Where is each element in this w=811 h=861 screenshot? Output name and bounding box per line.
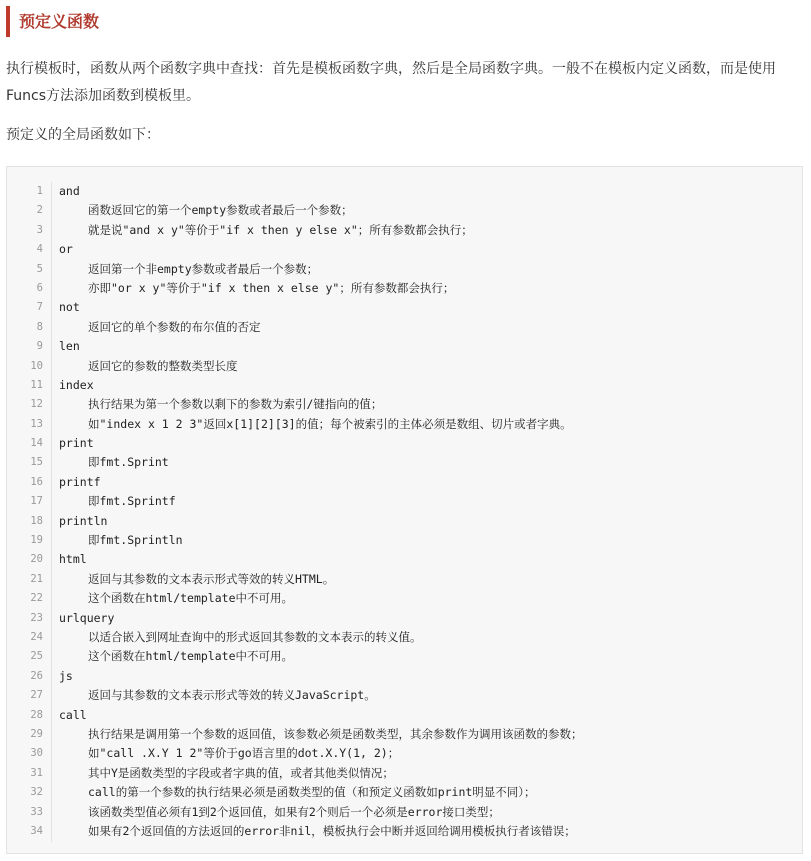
code-line: 这个函数在html/template中不可用。 <box>88 649 294 664</box>
line-number: 1 <box>36 185 43 197</box>
code-line: 执行结果为第一个参数以剩下的参数为索引/键指向的值； <box>88 397 383 412</box>
code-line: 返回第一个非empty参数或者最后一个参数； <box>88 261 319 276</box>
subintro-paragraph: 预定义的全局函数如下： <box>6 127 160 143</box>
code-line: 返回它的参数的整数类型长度 <box>88 358 238 373</box>
code-line: 返回与其参数的文本表示形式等效的转义JavaScript。 <box>88 688 376 703</box>
code-line: and <box>59 184 80 198</box>
line-number: 17 <box>30 495 43 508</box>
line-number: 31 <box>30 766 43 779</box>
line-number: 29 <box>30 727 43 740</box>
intro-paragraph: 执行模板时，函数从两个函数字典中查找：首先是模板函数字典，然后是全局函数字典。一般不在模板内定义函数，而是使用Funcs方法添加函数到模板里。 <box>6 61 776 104</box>
code-line: 如"index x 1 2 3"返回x[1][2][3]的值；每个被索引的主体必须是数组、切片或者字典。 <box>88 416 572 431</box>
code-line: or <box>59 242 73 257</box>
line-number: 16 <box>30 475 43 488</box>
line-number: 5 <box>36 262 43 275</box>
code-line: not <box>59 300 80 315</box>
line-number: 12 <box>30 398 43 411</box>
line-number: 23 <box>30 611 43 624</box>
code-line: print <box>59 436 94 451</box>
code-line: 其中Y是函数类型的字段或者字典的值，或者其他类似情况； <box>88 765 394 780</box>
code-line: 这个函数在html/template中不可用。 <box>88 591 294 606</box>
line-number: 34 <box>30 824 43 837</box>
line-number: 24 <box>30 630 43 643</box>
code-line: 即fmt.Sprintf <box>88 494 176 509</box>
code-line: call <box>59 707 87 722</box>
line-number: 27 <box>30 689 43 702</box>
code-line: printf <box>59 474 101 489</box>
code-block <box>6 166 803 854</box>
line-number: 9 <box>36 340 43 353</box>
code-line: urlquery <box>59 610 115 625</box>
code-line: 就是说"and x y"等价于"if x then y else x"；所有参数都会执行； <box>88 222 473 237</box>
line-number: 18 <box>30 514 43 527</box>
line-number: 4 <box>36 243 43 256</box>
code-content <box>59 182 796 841</box>
code-line: 以适合嵌入到网址查询中的形式返回其参数的文本表示的转义值。 <box>88 629 422 644</box>
line-number: 32 <box>30 786 43 799</box>
line-number: 2 <box>36 204 43 217</box>
line-number: 21 <box>30 572 43 585</box>
code-line: println <box>59 513 108 528</box>
line-number: 10 <box>30 359 43 372</box>
code-line: 函数返回它的第一个empty参数或者最后一个参数； <box>88 203 353 218</box>
code-line: 即fmt.Sprintln <box>88 533 183 548</box>
line-number: 7 <box>36 301 43 314</box>
code-line: 即fmt.Sprint <box>88 455 169 470</box>
code-line: html <box>59 552 87 567</box>
code-line: index <box>59 377 94 392</box>
line-number: 11 <box>30 378 43 391</box>
code-line: 执行结果是调用第一个参数的返回值，该参数必须是函数类型，其余参数作为调用该函数的参数； <box>88 726 583 741</box>
code-line: 返回与其参数的文本表示形式等效的转义HTML。 <box>88 571 335 586</box>
code-line: call的第一个参数的执行结果必须是函数类型的值（和预定义函数如print明显不同）； <box>88 785 536 800</box>
line-number: 3 <box>36 223 43 236</box>
line-number: 22 <box>30 592 43 605</box>
line-number: 6 <box>36 281 43 294</box>
line-number: 13 <box>30 417 43 430</box>
line-number: 8 <box>36 320 43 333</box>
line-number: 19 <box>30 534 43 547</box>
line-number: 15 <box>30 456 43 469</box>
code-line: 该函数类型值必须有1到2个返回值，如果有2个则后一个必须是error接口类型； <box>88 804 500 819</box>
line-number: 30 <box>30 747 43 760</box>
code-line: 亦即"or x y"等价于"if x then x else y"；所有参数都会执行； <box>88 280 455 295</box>
code-line: len <box>59 339 80 354</box>
code-line: js <box>59 668 73 683</box>
line-number: 33 <box>30 805 43 818</box>
line-number: 14 <box>30 437 43 450</box>
code-line: 如"call .X.Y 1 2"等价于go语言里的dot.X.Y(1, 2)； <box>88 746 400 761</box>
line-number-gutter <box>7 182 52 842</box>
line-number: 25 <box>30 650 43 663</box>
code-line: 如果有2个返回值的方法返回的error非nil，模板执行会中断并返回给调用模板执行者该错误； <box>88 823 576 838</box>
code-line: 返回它的单个参数的布尔值的否定 <box>88 319 261 334</box>
section-heading: 预定义函数 <box>6 6 99 37</box>
line-number: 20 <box>30 553 43 566</box>
line-number: 26 <box>30 669 43 682</box>
line-number: 28 <box>30 708 43 721</box>
